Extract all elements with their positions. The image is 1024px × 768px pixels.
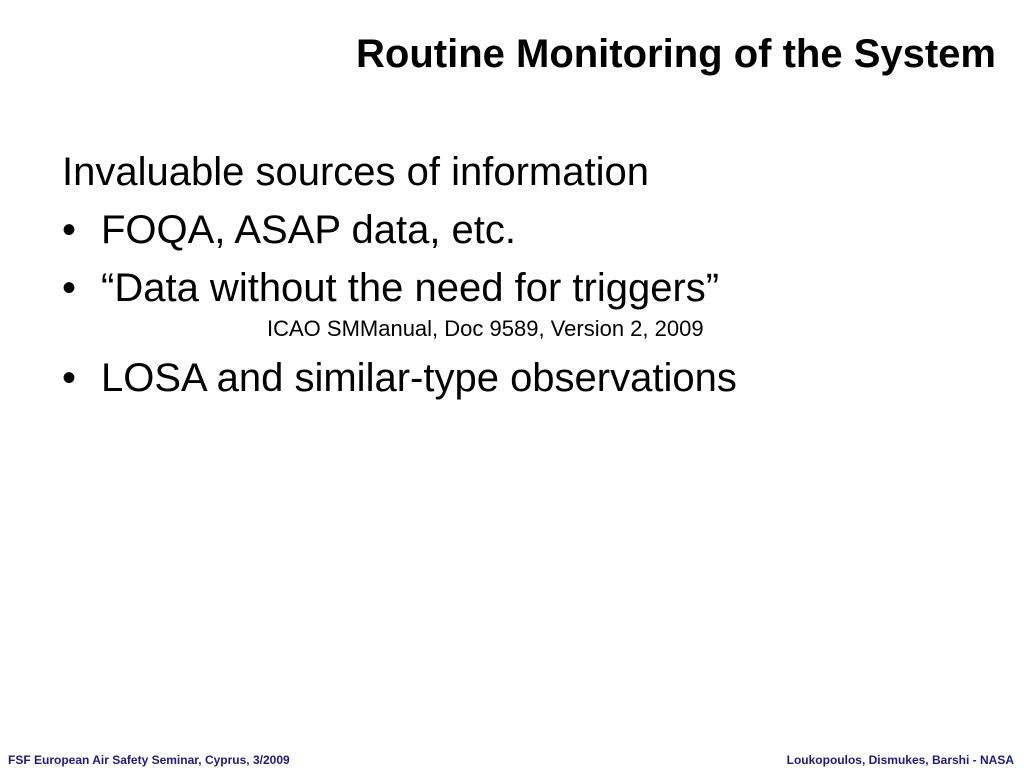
bullet-mark: • <box>62 266 77 310</box>
bullet-mark: • <box>62 208 77 252</box>
bullet-item-losa <box>62 354 982 402</box>
bullet-text: LOSA and similar-type observations <box>101 356 737 400</box>
bullet-text: FOQA, ASAP data, etc. <box>101 208 517 252</box>
bullet-item-triggers <box>62 264 982 312</box>
bullet-mark: • <box>62 356 77 400</box>
footer-right-text: Loukopoulos, Dismukes, Barshi - NASA <box>786 753 1014 767</box>
footer-left-text: FSF European Air Safety Seminar, Cyprus, 3/2009 <box>8 753 290 767</box>
slide-body <box>62 148 982 402</box>
bullet-item-foqa <box>62 206 982 254</box>
slide-title: Routine Monitoring of the System <box>356 32 996 76</box>
bullet-text: “Data without the need for triggers” <box>101 266 720 310</box>
intro-line: Invaluable sources of information <box>62 150 649 194</box>
citation: ICAO SMManual, Doc 9589, Version 2, 2009 <box>267 316 704 341</box>
